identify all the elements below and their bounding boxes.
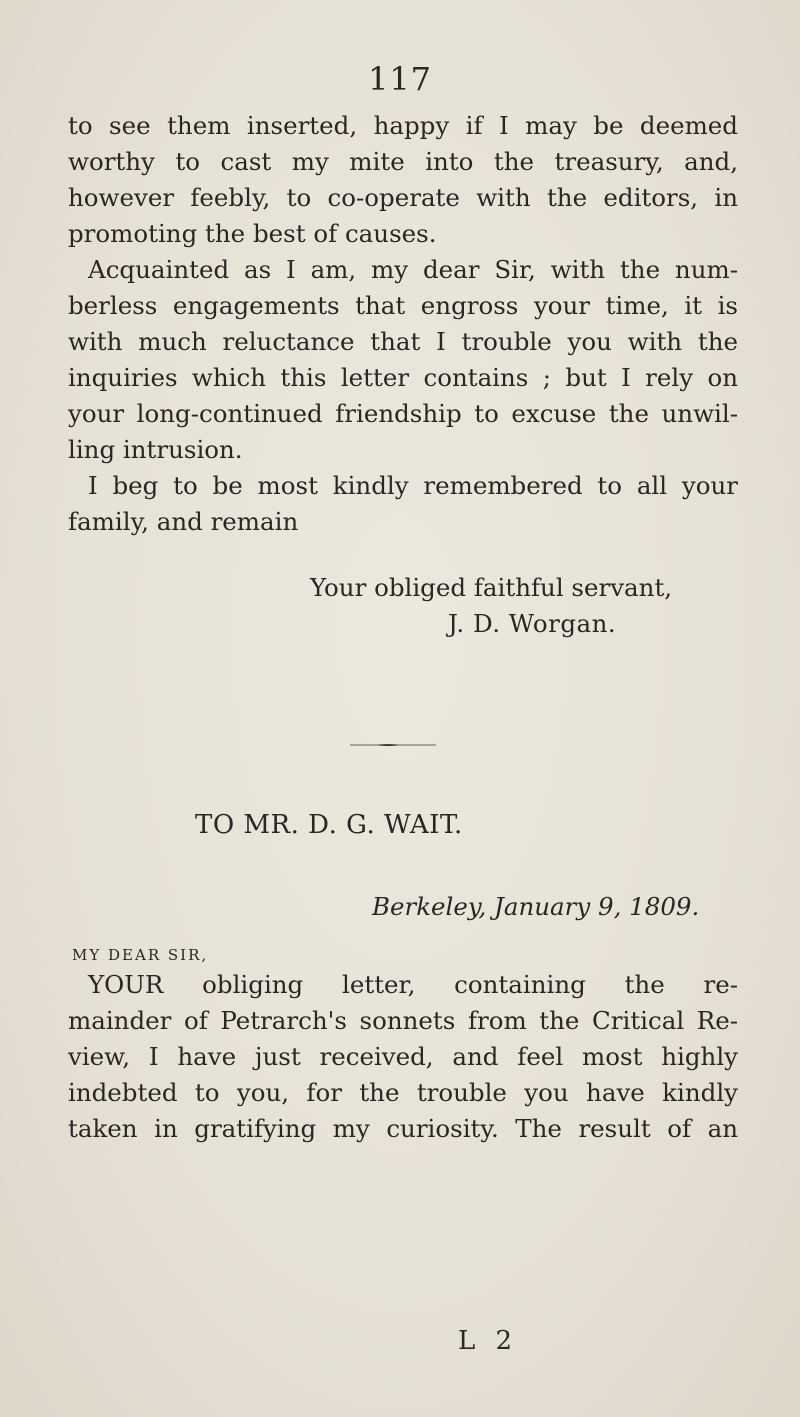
text-line: with much reluctance that I trouble you with the [68, 327, 738, 356]
letter-body-top [68, 108, 738, 540]
page-number: 117 [367, 60, 433, 98]
salutation: MY DEAR SIR, [72, 946, 209, 964]
text-line: your long-continued friendship to excuse the unwil- [68, 399, 738, 428]
text-line: worthy to cast my mite into the treasury, and, [68, 147, 738, 176]
closing-line: Your obliged faithful servant, [310, 573, 673, 602]
text-line: berless engagements that engross your time, it is [68, 291, 738, 320]
text-line: I beg to be most kindly remembered to all your [88, 471, 738, 500]
text-line: taken in gratifying my curiosity. The result of an [68, 1114, 738, 1143]
letter-body-bottom [68, 967, 738, 1147]
text-line: Acquainted as I am, my dear Sir, with the num- [88, 255, 738, 284]
text-line: ling intrusion. [68, 435, 243, 464]
dateline: Berkeley, January 9, 1809. [372, 892, 700, 921]
letter-heading: TO MR. D. G. WAIT. [195, 810, 463, 840]
text-line: however feebly, to co-operate with the editors, in [68, 183, 738, 212]
text-line: mainder of Petrarch's sonnets from the Critical Re- [68, 1006, 738, 1035]
text-line: to see them inserted, happy if I may be deemed [68, 111, 738, 140]
text-line: YOUR obliging letter, containing the re- [88, 970, 738, 999]
text-line: promoting the best of causes. [68, 219, 437, 248]
text-line: indebted to you, for the trouble you have kindly [68, 1078, 738, 1107]
text-line: family, and remain [68, 507, 299, 536]
section-divider [350, 744, 436, 746]
text-line: view, I have just received, and feel most highly [68, 1042, 738, 1071]
text-line: inquiries which this letter contains ; but I rely on [68, 363, 738, 392]
signature: J. D. Worgan. [448, 609, 617, 638]
signature-mark: L 2 [458, 1326, 519, 1356]
